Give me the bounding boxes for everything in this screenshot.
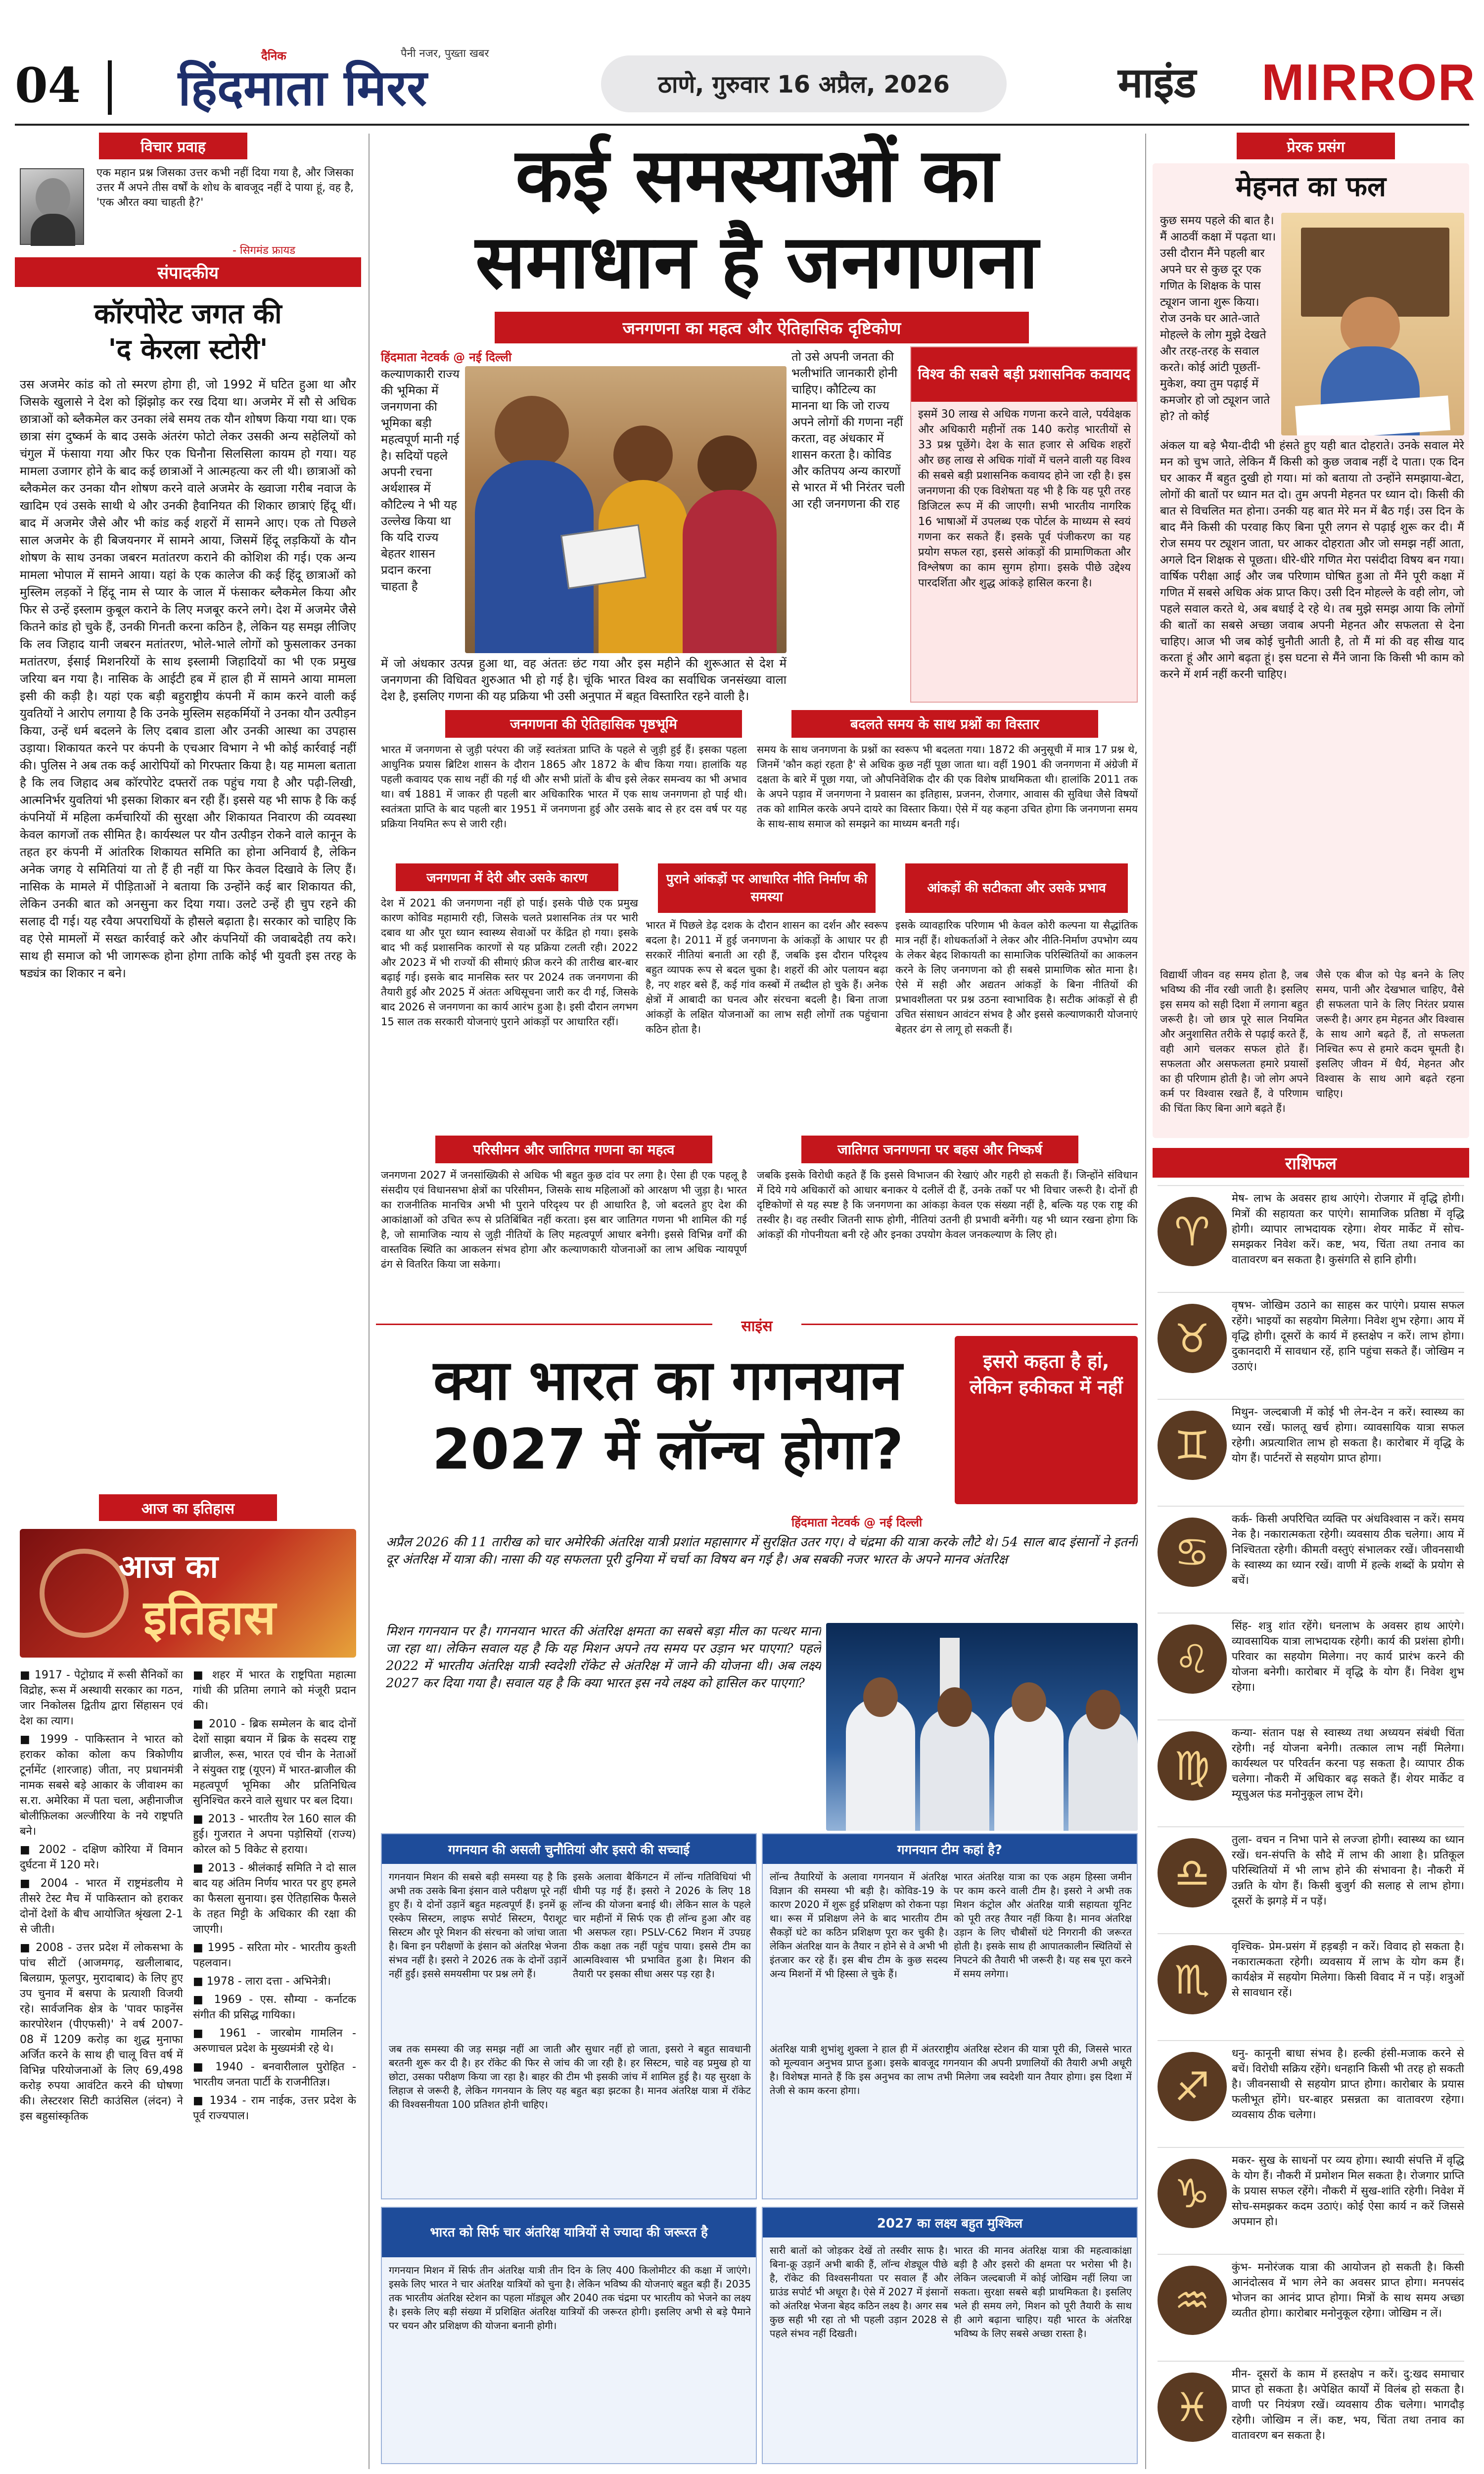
science-callout-text: इसरो कहता है हां, लेकिन हकीकत में नहीं	[970, 1350, 1123, 1398]
science-headline-2: 2027 में लॉन्च होगा?	[432, 1418, 904, 1482]
editorial-body: उस अजमेर कांड को तो स्मरण होगा ही, जो 1992 में घटित हुआ था और जिसके खुलासे ने देश को झिंझोड़ कर रख दिया था। अजमेर में सौ से अधिक छात्राओं को ब्लैकमेल कर उनका लंबे समय तक यौन शोषण किया गया था। एक छात्रा संग दुष्कर्म के बाद उसके अंतरंग फोटो लेकर उसकी अन्य सहेलियों को चंगुल में फंसाया गया और फिर एक घिनौना सिलसिला कायम हो गया। यह मामला उजागर होने के बाद कई छात्राओं ने आत्महत्या कर ली थी। छात्राओं को ब्लैकमेल कर उनका यौन शोषण करने वाले अजमेर के ख्वाजा गरीब नवाज के खादिम एवं उसके साथी थे और उनकी हैवानियत की शिकार छात्राएं हिंदू थीं। बाद में अजमेर जैसे और भी कांड कई शहरों में सामने आए। एक तो पिछले साल अजमेर के ही बिजयनगर में सामने आया, जिसमें हिंदू लड़कियों के यौन शोषण के साथ उनका जबरन मतांतरण कराने की कोशिश की गई। एक अन्य मामला भोपाल में सामने आया। यहां के एक कालेज की कई हिंदू छात्राओं को मुस्लिम लड़कों ने हिंदू नाम से प्यार के जाल में फंसाकर ब्लैकमेल किया और फिर से उन्हें इस्लाम कुबूल कराने के लिए मजबूर करने लगे। देश में अजमेर जैसे कितने कांड हो चुके हैं, उनकी गिनती करना कठिन है, लेकिन यह समझ लीजिए कि लव जिहाद यानी जबरन मतांतरण, भोले-भाले लोगों को फुसलाकर उनका मतांतरण, ईसाई मिशनरियों के साथ इस्लामी जिहादियों का भी एक प्रमुख जरिया बन गया है। नासिक के आईटी हब में हाल ही में सामने आया मामला इसी की कड़ी है। यहां एक बड़ी बहुराष्ट्रीय कंपनी में काम करने वाली कई युवतियों ने आरोप लगाया है कि उनके मुस्लिम सहकर्मियों ने उनका यौन उत्पीड़न किया, उन्हें धर्म बदलने के लिए दबाव डाला और उनकी आस्था का उपहास उड़ाया। शिकायत करने पर कंपनी के एचआर विभाग ने भी कोई कार्रवाई नहीं की। पुलिस ने अब तक कई आरोपियों को गिरफ्तार किया है। यह मामला बताता है कि लव जिहाद अब कॉरपोरेट दफ्तरों तक पहुंच गया है और पढ़ी-लिखी, आत्मनिर्भर युवतियां भी इसका शिकार बन रही हैं। इससे यह भी साफ है कि कई कंपनियों में महिला कर्मचारियों की सुरक्षा और शिकायत निवारण की व्यवस्था केवल कागजों तक सीमित है। कार्यस्थल पर यौन उत्पीड़न रोकने वाले कानून के तहत हर कंपनी में आंतरिक शिकायत समिति का होना अनिवार्य है, लेकिन अनेक जगह ये समितियां या तो हैं ही नहीं या फिर केवल दिखावे के लिए हैं। नासिक के मामले में पीड़िताओं ने बताया कि उन्होंने कई बार शिकायत की, लेकिन उनकी बात को अनसुना कर दिया गया। उलटे उन्हें ही चुप रहने की सलाह दी गई। यह रवैया अपराधियों के हौसले बढ़ाता है। सरकार को चाहिए कि वह ऐसे मामलों में सख्त कार्रवाई करे और कंपनियों की जवाबदेही तय करे। साथ ही समाज को भी जागरूक होना होगा ताकि कोई भी युवती इस तरह के षड्यंत्र का शिकार न बने।	[20, 378, 356, 980]
rashi-row	[1158, 1185, 1464, 1284]
target-2027-col-2: भारत की मानव अंतरिक्ष यात्रा की महत्वाकांक्षा बड़ी है और इसरो की क्षमता पर भरोसा भी है। लेकिन जल्दबाजी में कोई जोखिम नहीं लिया जा सकता। सुरक्षा सबसे बड़ी प्राथमिकता है। इसलिए भले ही समय लगे, मिशन को पूरी तैयारी के साथ ही आगे बढ़ाना चाहिए। यही भारत के अंतरिक्ष भविष्य के लिए सबसे अच्छा रास्ता है।	[954, 2244, 1132, 2339]
rashi-row	[1158, 1933, 1464, 2032]
rashi-row	[1158, 2254, 1464, 2353]
more-astronauts-body: गगनयान मिशन में सिर्फ तीन अंतरिक्ष यात्री तीन दिन के लिए 400 किलोमीटर की कक्षा में जाएंगे। इसके लिए भारत ने चार अंतरिक्ष यात्रियों को चुना है। लेकिन भविष्य की योजनाएं बहुत बड़ी हैं। 2035 तक भारतीय अंतरिक्ष स्टेशन का पहला मॉड्यूल और 2040 तक चंद्रमा पर भारतीय को भेजने का लक्ष्य है। इसके लिए बड़ी संख्या में प्रशिक्षित अंतरिक्ष यात्रियों की जरूरत होगी। इसलिए अभी से बड़े पैमाने पर चयन और प्रशिक्षण की योजना बनानी होगी।	[389, 2264, 751, 2331]
zodiac-icon: ♋	[1158, 1518, 1227, 1587]
freud-portrait	[20, 168, 84, 245]
history-entry: ■ 1969 - एस. सौम्या - कर्नाटक संगीत की प्रसिद्ध गायिका।	[193, 1994, 356, 2021]
main-subhead: जनगणना का महत्व और ऐतिहासिक दृष्टिकोण	[495, 312, 1029, 343]
column-rule-right	[1145, 134, 1146, 2469]
world-box-body: इसमें 30 लाख से अधिक गणना करने वाले, पर्यवेक्षक और अधिकारी महीनों तक 140 करोड़ भारतीयों से 33 प्रश्न पूछेंगे। देश के सात हजार से अधिक शहरों और छह लाख से अधिक गांवों में चलने वाली यह विश्व की सबसे बड़ी प्रशासनिक कवायद होने जा रही है। इस जनगणना की एक विशेषता यह भी है कि यह पूरी तरह डिजिटल रूप में की जाएगी। सभी भारतीय नागरिक 16 भाषाओं में उपलब्ध एक पोर्टल के माध्यम से स्वयं गणना कर सकते हैं। इसके पूर्व पंजीकरण का यह प्रयोग सफल रहा, इससे आंकड़ों की प्रामाणिकता और विश्लेषण का काम सुगम होगा। इसके पीछे उद्देश्य पारदर्शिता और शुद्ध आंकड़े हासिल करना है।	[918, 408, 1131, 589]
team-box	[762, 1833, 1138, 2199]
section-word-hindi: माइंड	[1118, 58, 1197, 107]
team-col-2: भारत अंतरिक्ष यात्रा का एक अहम हिस्सा जमीन पर काम करने वाली टीम है। इसरो ने अभी तक मिशन कंट्रोल और अंतरिक्ष यात्री सहायता यूनिट को पूरी तरह तैयार नहीं किया है। मानव अंतरिक्ष उड़ान के लिए चौबीसों घंटे निगरानी की जरूरत होती है। इसके साथ ही आपातकालीन स्थितियों से निपटने की तैयारी भी जरूरी है। यह सब पूरा करने में समय लगेगा।	[954, 1871, 1132, 1980]
s6-title: परिसीमन और जातिगत गणना का महत्व	[435, 1136, 712, 1163]
history-logo-line1: आज का	[119, 1549, 218, 1585]
zodiac-icon: ♒	[1158, 2266, 1227, 2335]
rashi-text: वृश्चिक- प्रेम-प्रसंग में हड़बड़ी न करें। विवाद हो सकता है। नकारात्मकता रहेगी। व्यवसाय में लाभ के योग कम हैं। कार्यक्षेत्र में सहयोग मिलेगा। किसी विवाद में न पड़ें। शत्रुओं से सावधान रहें।	[1232, 1941, 1464, 1999]
zodiac-icon: ♈	[1158, 1197, 1227, 1266]
zodiac-icon: ♓	[1158, 2373, 1227, 2442]
rashi-row	[1158, 1719, 1464, 1818]
s4-body: भारत में पिछले डेढ़ दशक के दौरान शासन का दर्शन और स्वरूप बदला है। 2011 में हुई जनगणना के आंकड़ों के आधार पर ही सरकारें नीतियां बनाती आ रही हैं, जबकि इस दौरान परिदृश्य बहुत व्यापक रूप से बदल चुका है। शहरों की ओर पलायन बढ़ा है, नए शहर बसे हैं, कई गांव कस्बों में तब्दील हो चुके हैं। अनेक क्षेत्रों में आबादी का घनत्व और संरचना बदली है। बिना ताजा आंकड़ों के लक्षित योजनाओं का लाभ सही लोगों तक पहुंचाना कठिन होता है।	[646, 919, 888, 1035]
prerak-title: मेहनत का फल	[1236, 171, 1386, 203]
prerak-body: अंकल या बड़े भैया-दीदी भी हंसते हुए यही बात दोहराते। उनके सवाल मेरे मन को चुभ जाते, लेकिन मैं किसी को कुछ जवाब नहीं दे पाता। एक दिन घर आकर मैं बहुत दुखी हो गया। मां को बताया तो उन्होंने समझाया-बेटा, लोगों की बातों पर ध्यान मत दो। तुम अपनी मेहनत पर ध्यान दो। किसी की बात से विचलित मत होना। उनकी यह बात मेरे मन में बैठ गई। उस दिन के बाद मैंने किसी की परवाह किए बिना पूरी लगन से पढ़ाई शुरू कर दी। मैं रोज समय पर ट्यूशन जाता, घर आकर दोहराता और जो समझ नहीं आता, अगले दिन शिक्षक से पूछता। धीरे-धीरे गणित मेरा पसंदीदा विषय बन गया। वार्षिक परीक्षा आई और जब परिणाम घोषित हुआ तो मैंने पूरी कक्षा में गणित में सबसे अधिक अंक प्राप्त किए। उसी दिन मोहल्ले के वही लोग, जो पहले सवाल करते थे, अब बधाई दे रहे थे। तब मुझे समझ आया कि लोगों की बातों का सबसे अच्छा जवाब अपनी मेहनत और सफलता से देना चाहिए। आज भी जब कोई चुनौती आती है, तो मैं मां की वह सीख याद करता हूं और आगे बढ़ता हूं। इस घटना से मैंने जाना कि किसी भी काम को करने में शर्म नहीं करनी चाहिए।	[1160, 439, 1464, 681]
rashi-text: तुला- वचन न निभा पाने से लज्जा होगी। स्वास्थ्य का ध्यान रखें। धन-संपत्ति के सौदे में लाभ की आशा है। प्रतिकूल परिस्थितियों में भी लाभ होने की संभावना है। नौकरी में उन्नति के योग हैं। किसी बुजुर्ग की सलाह से लाभ होगा। दूसरों के झगड़े में न पड़ें।	[1232, 1834, 1464, 1907]
zodiac-icon: ♌	[1158, 1624, 1227, 1694]
history-entry: ■ 1978 - लारा दत्ता - अभिनेत्री।	[193, 1975, 331, 1988]
world-largest-box	[910, 346, 1138, 703]
s2-body: समय के साथ जनगणना के प्रश्नों का स्वरूप भी बदलता गया। 1872 की अनुसूची में मात्र 17 प्रश्न थे, जिनमें 'कौन कहां रहता है' से अधिक कुछ नहीं पूछा जाता था। वहीं 1901 की जनगणना में अंग्रेजी में दक्षता के बारे में पूछा गया, जो औपनिवेशिक दौर की एक विशेष प्राथमिकता थी। हालांकि 2011 तक के अपने पड़ाव में जनगणना ने प्रवासन का इतिहास, प्रजनन, रोजगार, आवास की सुविधा जैसे विषयों तक को शामिल करके अपने दायरे का विस्तार किया। ऐसे में यह कहना उचित होगा कि जनगणना समय के साथ-साथ समाज को समझने का माध्यम बनती गई।	[757, 744, 1138, 830]
challenges-box	[381, 1833, 757, 2199]
editorial-label: संपादकीय	[15, 257, 361, 287]
rashi-text: कुंभ- मनोरंजक यात्रा की आयोजन हो सकती है। किसी आनंदोत्सव में भाग लेने का अवसर प्राप्त होगा। मनपसंद भोजन का आनंद प्राप्त होगा। मित्रों के साथ समय अच्छा व्यतीत होगा। कारोबार मनोनुकूल रहेगा। जोखिम न लें।	[1232, 2261, 1464, 2320]
rashi-row	[1158, 1613, 1464, 1712]
challenges-col-1: गगनयान मिशन की सबसे बड़ी समस्या यह है कि अभी तक उसके बिना इंसान वाले परीक्षण पूरे नहीं हुए हैं। ये दोनों उड़ानें बहुत महत्वपूर्ण हैं। इनमें क्रू एस्केप सिस्टम, लाइफ सपोर्ट सिस्टम, पैराशूट सिस्टम और पूरे मिशन की संरचना को जांचा जाता है। बिना इन परीक्षणों के इंसान को अंतरिक्ष भेजना संभव नहीं है। इसरो ने 2026 तक के दोनों उड़ानें नहीं हुईं। इससे समयसीमा पर प्रश्न लगे हैं।	[389, 1871, 567, 1980]
prerak-label: प्रेरक प्रसंग	[1237, 133, 1395, 159]
history-entry: ■ 2004 - भारत में राष्ट्रमंडलीय मे तीसरे टेस्ट मैच में पाकिस्तान को हराकर दोनों देशों के बीच आयोजित श्रृंखला 2-1 से जीती।	[20, 1877, 183, 1936]
zodiac-icon: ♐	[1158, 2052, 1227, 2121]
s3-title: जनगणना में देरी और उसके कारण	[396, 863, 618, 891]
history-col-2	[193, 1667, 356, 2449]
rashi-text: सिंह- शत्रु शांत रहेंगे। धनलाभ के अवसर हाथ आएंगे। व्यावसायिक यात्रा लाभदायक रहेगी। कार्य की प्रशंसा होगी। परिवार का सहयोग मिलेगा। नए कार्य प्रारंभ करने की योजना बनेगी। कारोबार में वृद्धि के योग हैं। निवेश शुभ रहेगा।	[1232, 1620, 1464, 1694]
rashi-row	[1158, 1399, 1464, 1498]
paper-prefix: दैनिक	[261, 49, 286, 63]
zodiac-icon: ♑	[1158, 2159, 1227, 2228]
rashi-text: मीन- दूसरों के काम में हस्तक्षेप न करें। दु:खद समाचार प्राप्त हो सकता है। अपेक्षित कार्यों में विलंब हो सकता है। वाणी पर नियंत्रण रखें। व्यवसाय ठीक चलेगा। भागदौड़ रहेगी। जोखिम न लें। कष्ट, भय, चिंता तथा तनाव का वातावरण बन सकता है।	[1232, 2368, 1464, 2442]
science-intro-left: मिशन गगनयान पर है। गगनयान भारत की अंतरिक्ष क्षमता का सबसे बड़ा मील का पत्थर माना जा रहा था। लेकिन सवाल यह है कि यह मिशन अपने तय समय पर उड़ान भर पाएगा? पहले 2022 में भारतीय अंतरिक्ष यात्री स्वदेशी रॉकेट से अंतरिक्ष में जाने की योजना थी। अब लक्ष्य 2027 कर दिया गया है। सवाल यह है कि क्या भारत इस नये लक्ष्य को हासिल कर पाएगा?	[386, 1624, 821, 1691]
main-lede-left: कल्याणकारी राज्य की भूमिका में जनगणना की भूमिका बड़ी महत्वपूर्ण मानी गई है। सदियों पहले अपनी रचना अर्थशास्त्र में कौटिल्य ने भी यह उल्लेख किया था कि यदि राज्य बेहतर शासन प्रदान करना चाहता है	[381, 367, 460, 593]
rashi-text: वृषभ- जोखिम उठाने का साहस कर पाएंगे। प्रयास सफल रहेंगे। भाइयों का सहयोग मिलेगा। निवेश शुभ रहेगा। आय में वृद्धि होगी। दूसरों के कार्य में हस्तक्षेप न करें। लाभ होगा। दुकानदारी में सावधान रहें, हानि पहुंचा सकते हैं। जोखिम न उठाएं।	[1232, 1299, 1464, 1373]
census-photo	[465, 366, 787, 653]
more-astronauts-box	[381, 2207, 757, 2464]
rashi-row	[1158, 1826, 1464, 1925]
s2-title: बदलते समय के साथ प्रश्नों का विस्तार	[791, 710, 1098, 738]
team-bottom: अंतरिक्ष यात्री शुभांशु शुक्ला ने हाल ही में अंतरराष्ट्रीय अंतरिक्ष स्टेशन की यात्रा पूरी की, जिससे भारत को मूल्यवान अनुभव प्राप्त हुआ। इसके बावजूद गगनयान की अपनी प्रणालियों की तैयारी अभी अधूरी है। विशेषज्ञ मानते हैं कि इस अनुभव का लाभ तभी मिलेगा जब स्वदेशी यान तैयार होगा। इस दिशा में तेजी से काम करना होगा।	[770, 2043, 1132, 2096]
science-intro-top: अप्रैल 2026 की 11 तारीख को चार अमेरिकी अंतरिक्ष यात्री प्रशांत महासागर में सुरक्षित उतर गए। वे चंद्रमा की यात्रा करके लौटे थे। 54 साल बाद इंसानों ने इतनी दूर अंतरिक्ष में यात्रा की। नासा की यह सफलता पूरी दुनिया में चर्चा का विषय बन गई है। अब सबकी नजर भारत के अपने मानव अंतरिक्ष	[386, 1535, 1138, 1567]
s5-body: इसके व्यावहारिक परिणाम भी केवल कोरी कल्पना या सैद्धांतिक मात्र नहीं हैं। शोधकर्ताओं ने लेकर और नीति-निर्माण उपभोग व्यय के लेकर बेहद शिकायती का सामाजिक परिस्थितियों का आकलन करने के लिए जनगणना को ही सबसे प्रामाणिक स्रोत माना है। ऐसे में सही और अद्यतन आंकड़ों के बिना नीतियों की प्रभावशीलता पर प्रश्न उठना स्वाभाविक है। सटीक आंकड़ों से ही उचित संसाधन आवंटन संभव है और इससे कल्याणकारी योजनाएं बेहतर ढंग से लागू हो सकती हैं।	[895, 919, 1138, 1035]
s1-body: भारत में जनगणना से जुड़ी परंपरा की जड़ें स्वतंत्रता प्राप्ति के पहले से जुड़ी हुई हैं। इसका पहला आधुनिक प्रयास ब्रिटिश शासन के दौरान 1865 और 1872 के बीच किया गया। हालांकि यह पहली कवायद एक साथ नहीं की गई थी और सभी प्रांतों के बीच इसे लेकर समन्वय का भी अभाव था। वर्ष 1881 में जाकर ही पहली बार अधिकारिक भारत में एक साथ जनगणना हो पाई थी। स्वतंत्रता प्राप्ति के बाद पहली बार 1951 में जनगणना हुई और उसके बाद से हर दस वर्ष पर यह प्रक्रिया नियमित रूप से जारी रही।	[381, 744, 747, 830]
team-col-1: लॉन्च तैयारियों के अलावा गगनयान में अंतरिक्ष विज्ञान की समस्या भी बड़ी है। कोविड-19 के कारण 2020 में शुरू हुई प्रशिक्षण को रोकना पड़ा था। रूस में प्रशिक्षण लेने के बाद भारतीय टीम सैकड़ों घंटे का कठिन प्रशिक्षण पूरा कर चुकी है। लेकिन अंतरिक्ष यान के तैयार न होने से वे अभी भी इंतजार कर रहे हैं। इस बीच टीम के कुछ सदस्य अन्य मिशनों में भी हिस्सा ले चुके हैं।	[770, 1871, 948, 1980]
main-headline-2: समाधान है जनगणना	[475, 219, 1038, 305]
more-astronauts-title: भारत को सिर्फ चार अंतरिक्ष यात्रियों से ज्यादा की जरूरत है	[382, 2208, 756, 2257]
s5-title: आंकड़ों की सटीकता और उसके प्रभाव	[905, 863, 1128, 913]
target-2027-title: 2027 का लक्ष्य बहुत मुश्किल	[763, 2208, 1137, 2237]
history-entry: ■ 2002 - दक्षिण कोरिया में विमान दुर्घटना में 120 मरे।	[20, 1844, 183, 1871]
s3-body: देश में 2021 की जनगणना नहीं हो पाई। इसके पीछे एक प्रमुख कारण कोविड महामारी रही, जिसके चलते प्रशासनिक तंत्र पर भारी दबाव था और पूरा ध्यान स्वास्थ्य सेवाओं पर केंद्रित हो गया। इसके बाद भी कई प्रशासनिक कारणों से यह प्रक्रिया टलती रही। 2022 और 2023 में भी राज्यों की सीमाएं फ्रीज करने की तारीख बार-बार बढ़ाई गई। इसके बाद मानसिक स्तर पर 2024 तक जनगणना की तैयारी हुई और 2025 में अंततः अधिसूचना जारी कर दी गई, जिसके बाद 2026 से जनगणना का कार्य आरंभ हुआ है। इसी दौरान लगभग 15 साल तक सरकारी योजनाएं पुराने आंकड़ों पर आधारित रहीं।	[381, 897, 638, 1028]
rashi-text: मिथुन- जल्दबाजी में कोई भी लेन-देन न करें। स्वास्थ्य का ध्यान रखें। फालतू खर्च होगा। व्यावसायिक यात्रा सफल रहेगी। अप्रत्याशित लाभ हो सकता है। कारोबार में वृद्धि के योग हैं। पार्टनरों से सहयोग प्राप्त होगा।	[1232, 1406, 1464, 1465]
editorial-headline-2: 'द केरला स्टोरी'	[108, 333, 268, 366]
rashifal-label: राशिफल	[1153, 1148, 1469, 1178]
astronaut-photo	[826, 1623, 1138, 1831]
history-entry: ■ 1940 - बनवारीलाल पुरोहित - भारतीय जनता पार्टी के राजनीतिज्ञ।	[193, 2061, 356, 2089]
rashi-text: मकर- सुख के साधनों पर व्यय होगा। स्थायी संपत्ति में वृद्धि के योग हैं। नौकरी में प्रमोशन मिल सकता है। रोजगार प्राप्ति के प्रयास सफल रहेंगे। नौकरी में सुख-शांति रहेगी। निवेश में सोच-समझकर कदम उठाएं। कोई ऐसा कार्य न करें जिससे अपमान हो।	[1232, 2154, 1464, 2228]
vichar-label: विचार प्रवाह	[99, 133, 247, 159]
zodiac-icon: ♎	[1158, 1838, 1227, 1907]
rashi-row	[1158, 2147, 1464, 2246]
main-lede-bottom: में जो अंधकार उत्पन्न हुआ था, वह अंततः छंट गया और इस महीने की शुरूआत से देश में जनगणना की विधिवत शुरुआत भी हो गई है। चूंकि भारत विश्व का सर्वाधिक जनसंख्या वाला देश है, इसलिए गणना की यह प्रक्रिया भी उसी अनुपात में बहुत विस्तारित रहने वाली है।	[381, 657, 787, 703]
s6-body: जनगणना 2027 में जनसांख्यिकी से अधिक भी बहुत कुछ दांव पर लगा है। ऐसा ही एक पहलू है संसदीय एवं विधानसभा क्षेत्रों का परिसीमन, जिसके साथ महिलाओं को आरक्षण भी जुड़ा है। भारत का राजनीतिक मानचित्र अभी भी पुराने परिदृश्य पर ही आधारित है, जो बदलते हुए देश की आकांक्षाओं को उचित रूप से प्रतिबिंबित नहीं करता। इस बार जातिगत गणना भी शामिल की गई है, जो सामाजिक न्याय से जुड़ी नीतियों के लिए महत्वपूर्ण आधार बनेगी। इससे विभिन्न वर्गों की वास्तविक स्थिति का आकलन संभव होगा और कल्याणकारी योजनाओं का लाभ अधिक न्यायपूर्ण ढंग से वितरित किया जा सकेगा।	[381, 1169, 747, 1270]
team-title: गगनयान टीम कहां है?	[763, 1834, 1137, 1864]
page-number: 04	[15, 57, 81, 113]
header-divider	[108, 60, 112, 115]
date-line: ठाणे, गुरुवार 16 अप्रैल, 2026	[601, 55, 1007, 112]
zodiac-icon: ♏	[1158, 1945, 1227, 2014]
history-entry: ■ 2008 - उत्तर प्रदेश में लोकसभा के पांच सीटों (आजमगढ़, खलीलाबाद, बिलग्राम, फूलपुर, मुरादाबाद) के लिए हुए उप चुनाव में बसपा के प्रत्याशी विजयी रहे। सार्वजनिक क्षेत्र के 'पावर फाइनेंस कारपोरेशन (पीएफसी)' ने वर्ष 2007-08 में 1209 करोड़ का शुद्ध मुनाफा अर्जित करने के साथ ही चालू वित्त वर्ष में विभिन्न परियोजनाओं के लिए 69,498 करोड़ रुपया आवंटित करने की घोषणा की। लेस्टरशर सिटी काउंसिल (लंदन) ने इस बहुसांस्कृतिक	[20, 1942, 183, 2123]
main-byline: हिंदमाता नेटवर्क @ नई दिल्ली	[381, 350, 512, 364]
main-lede-column: तो उसे अपनी जनता की भलीभांति जानकारी होनी चाहिए। कौटिल्य का मानना था कि जो राज्य अपने लोगों की गणना नहीं करता, वह अंधकार में शासन करता है। कोविड और कतिपय अन्य कारणों से भारत में भी निरंतर चली आ रही जनगणना की राह	[791, 350, 905, 511]
target-2027-box	[762, 2207, 1138, 2464]
rashi-text: मेष- लाभ के अवसर हाथ आएंगे। रोजगार में वृद्धि होगी। मित्रों की सहायता कर पाएंगे। सामाजिक प्रतिष्ठा में वृद्धि होगी। व्यापार लाभदायक रहेगा। शेयर मार्केट में सोच-समझकर निवेश करें। कष्ट, भय, चिंता तथा तनाव का वातावरण बन सकता है। कुसंगति से हानि होगी।	[1232, 1192, 1464, 1266]
target-2027-col-1: सारी बातों को जोड़कर देखें तो तस्वीर साफ है। बिना-क्रू उड़ानें अभी बाकी हैं, लॉन्च शेड्यूल पीछे है, रॉकेट की विश्वसनीयता पर सवाल हैं और ग्राउंड सपोर्ट भी अधूरा है। ऐसे में 2027 में इंसानों को अंतरिक्ष भेजना बेहद कठिन लक्ष्य है। अगर सब कुछ सही भी रहा तो भी पहली उड़ान 2028 से पहले संभव नहीं दिखती।	[770, 2244, 948, 2339]
science-label: साइंस	[712, 1314, 801, 1336]
world-box-title: विश्व की सबसे बड़ी प्रशासनिक कवायद	[911, 347, 1137, 402]
history-entry: ■ 2013 - श्रीलंकाई समिति ने दो साल बाद यह अंतिम निर्णय भारत पर हुए हमले का फैसला सुनाया। इस ऐतिहासिक फैसले के तहत मिट्टी के अधिकार की रक्षा की जाएगी।	[193, 1862, 356, 1936]
zodiac-icon: ♉	[1158, 1304, 1227, 1373]
history-logo-line2: इतिहास	[143, 1590, 276, 1645]
s1-title: जनगणना की ऐतिहासिक पृष्ठभूमि	[445, 710, 742, 738]
history-entry: ■ 2013 - भारतीय रेल 160 साल की हुई। गुजरात ने अपना पड़ोसियों (राज्य) कोरल को 5 विकेट से हराया।	[193, 1813, 356, 1856]
history-entry: ■ 1961 - जारबोम गामलिन - अरुणाचल प्रदेश के मुख्यमंत्री रहे थे।	[193, 2027, 356, 2055]
rashi-row	[1158, 1506, 1464, 1605]
prerak-lead: कुछ समय पहले की बात है। मैं आठवीं कक्षा में पढ़ता था। उसी दौरान मैंने पहली बार अपने घर से कुछ दूर एक गणित के शिक्षक के पास ट्यूशन जाना शुरू किया। रोज उनके घर आते-जाते मोहल्ले के लोग मुझे देखते और तरह-तरह के सवाल करते। कोई आंटी पूछतीं-मुकेश, क्या तुम पढ़ाई में कमजोर हो जो ट्यूशन जाते हो? तो कोई	[1160, 214, 1276, 423]
rashi-row	[1158, 1292, 1464, 1391]
s7-body: जबकि इसके विरोधी कहते हैं कि इससे विभाजन की रेखाएं और गहरी हो सकती हैं। जिन्होंने संविधान में दिये गये अधिकारों को आधार बनाकर ये दलीलें दी हैं, उनके तर्कों पर भी विचार जरूरी है। दोनों ही दृष्टिकोणों से यह स्पष्ट है कि जनगणना का आंकड़ा केवल एक संख्या नहीं है, बल्कि यह एक राष्ट्र की तस्वीर है। वह तस्वीर जितनी साफ होगी, नीतियां उतनी ही प्रभावी बनेंगी। यह भी ध्यान रखना होगा कि आंकड़ों की गोपनीयता बनी रहे और इनका उपयोग केवल जनकल्याण के लिए हो।	[757, 1169, 1138, 1240]
main-headline-1: कई समस्याओं का	[515, 133, 998, 219]
s7-title: जातिगत जनगणना पर बहस और निष्कर्ष	[801, 1136, 1078, 1163]
history-logo	[20, 1529, 356, 1658]
history-entry: ■ 2010 - ब्रिक सम्मेलन के बाद दोनों देशों साझा बयान में ब्रिक के सदस्य राष्ट्र ब्राजील, रूस, भारत एवं चीन के नेताओं ने संयुक्त राष्ट्र (यूएन) में भारत-ब्राजील की महत्वपूर्ण भूमिका और प्रतिनिधित्व सुनिश्चित करने वाले सुधार पर बल दिया।	[193, 1718, 356, 1807]
rashi-text: धनु- कानूनी बाधा संभव है। हल्की हंसी-मजाक करने से बचें। विरोधी सक्रिय रहेंगे। धनहानि किसी भी तरह हो सकती है। जीवनसाथी से सहयोग प्राप्त होगा। कारोबार के प्रयास फलीभूत होंगे। घर-बाहर प्रसन्नता का वातावरण रहेगा। व्यवसाय ठीक चलेगा।	[1232, 2047, 1464, 2121]
paper-name: हिंदमाता मिरर	[178, 59, 427, 117]
prerak-col-2: जैसे एक बीज को पेड़ बनने के लिए समय, पानी और देखभाल चाहिए, वैसे ही सफलता पाने के लिए निरंतर प्रयास जरूरी है। अगर हम मेहनत और विश्वास के साथ आगे बढ़ते हैं, तो सफलता निश्चित रूप से हमारे कदम चूमती है। इसलिए जीवन में धैर्य, मेहनत और विश्वास के साथ आगे बढ़ते रहना चाहिए।	[1316, 969, 1464, 1099]
history-entry: ■ 1917 - पेट्रोग्राद में रूसी सैनिकों का विद्रोह, रूस में अस्थायी सरकार का गठन, जार निकोलस द्वितीय द्वारा सिंहासन एवं देश का त्याग।	[20, 1669, 183, 1727]
header-rule	[15, 124, 1469, 126]
science-headline-1: क्या भारत का गगनयान	[433, 1348, 902, 1413]
challenges-title: गगनयान की असली चुनौतियां और इसरो की सच्चाई	[382, 1834, 756, 1864]
history-label: आज का इतिहास	[99, 1494, 277, 1521]
science-byline: हिंदमाता नेटवर्क @ नई दिल्ली	[791, 1516, 923, 1529]
prerak-col-1: विद्यार्थी जीवन वह समय होता है, जब भविष्य की नींव रखी जाती है। इसलिए इस समय को सही दिशा में लगाना बहुत जरूरी है। जो छात्र पूरे साल नियमित और अनुशासित तरीके से पढ़ाई करते हैं, वही आगे चलकर सफल होते हैं। सफलता और असफलता हमारे प्रयासों का ही परिणाम होती है। जो लोग अपने कर्म पर विश्वास रखते हैं, वे परिणाम की चिंता किए बिना आगे बढ़ते हैं।	[1160, 969, 1308, 1114]
history-entry: ■ शहर में भारत के राष्ट्रपिता महात्मा गांधी की प्रतिमा लगाने को मंजूरी प्रदान की।	[193, 1669, 356, 1712]
challenges-bottom: जब तक समस्या की जड़ समझ नहीं आ जाती और सुधार नहीं हो जाता, इसरो ने बहुत सावधानी बरतनी शुरू कर दी है। हर रॉकेट की फिर से जांच की जा रही है। हर सिस्टम, चाहे वह प्रमुख हो या छोटा, उसका परीक्षण किया जा रहा है। बाहर की टीम भी इसकी जांच में शामिल हुई है। यह सुरक्षा के लिहाज से जरूरी है, लेकिन गगनयान के लिए यह बहुत बड़ा झटका है। मानव अंतरिक्ष यात्रा में रॉकेट की विश्वसनीयता 100 प्रतिशत होनी चाहिए।	[389, 2043, 751, 2110]
rashi-text: कन्या- संतान पक्ष से स्वास्थ्य तथा अध्ययन संबंधी चिंता रहेगी। नई योजना बनेगी। तत्काल लाभ नहीं मिलेगा। कार्यस्थल पर परिवर्तन करना पड़ सकता है। व्यापार ठीक चलेगा। नौकरी में अधिकार बढ़ सकते हैं। शेयर मार्केट व म्यूचुअल फंड मनोनुकूल लाभ देंगे।	[1232, 1727, 1464, 1801]
s4-title: पुराने आंकड़ों पर आधारित नीति निर्माण की समस्या	[658, 863, 876, 913]
rashi-row	[1158, 2361, 1464, 2460]
vichar-author: - सिगमंड फ्रायड	[232, 244, 295, 257]
history-entry: ■ 1995 - सरिता मोर - भारतीय कुश्ती पहलवान।	[193, 1942, 356, 1969]
rashi-text: कर्क- किसी अपरिचित व्यक्ति पर अंधविश्वास न करें। समय नेक है। नकारात्मकता रहेगी। व्यवसाय ठीक चलेगा। आय में निश्चितता रहेगी। कीमती वस्तुएं संभालकर रखें। जीवनसाथी के स्वास्थ्य का ध्यान रखें। वाणी में हल्के शब्दों के प्रयोग से बचें।	[1232, 1513, 1464, 1587]
history-col-1	[20, 1667, 183, 2449]
vichar-quote: एक महान प्रश्न जिसका उत्तर कभी नहीं दिया गया है, और जिसका उत्तर मैं अपने तीस वर्षों के शोध के बावजूद नहीं दे पाया हूं, वह है, 'एक औरत क्या चाहती है?'	[96, 167, 354, 209]
history-entry: ■ 1934 - राम नाईक, उत्तर प्रदेश के पूर्व राज्यपाल।	[193, 2094, 356, 2122]
zodiac-icon: ♊	[1158, 1411, 1227, 1480]
rashi-row	[1158, 2040, 1464, 2139]
zodiac-icon: ♍	[1158, 1731, 1227, 1801]
science-callout	[955, 1336, 1138, 1504]
history-entry: ■ 1999 - पाकिस्तान ने भारत को हराकर कोका कोला कप त्रिकोणीय टूर्नामेंट (शारजाह) जीता, नए प्रधानमंत्री नामक सबसे बड़े आकार के जीवाश्म का स.रा. अमेरिका में पता चला, अहीनाजीज बोलीफ़िलका अल्जीरिया के नये राष्ट्रपति बने।	[20, 1733, 183, 1838]
challenges-col-2: इसके अलावा बैकिंगटन में लॉन्च गतिविधियां भी धीमी पड़ गई हैं। इसरो ने 2026 के लिए 18 लॉन्च की योजना बनाई थी। लेकिन साल के पहले चार महीनों में सिर्फ एक ही लॉन्च हुआ और वह भी असफल रहा। PSLV-C62 मिशन में उपग्रह ठीक कक्षा तक नहीं पहुंच पाया। इससे टीम का आत्मविश्वास भी प्रभावित हुआ है। मिशन की तैयारी पर इसका सीधा असर पड़ रहा है।	[573, 1871, 751, 1980]
editorial-headline-1: कॉरपोरेट जगत की	[94, 298, 282, 330]
student-photo	[1281, 213, 1464, 435]
section-word-mirror: MIRROR	[1261, 54, 1476, 111]
column-rule-left	[369, 134, 370, 2469]
tagline: पैनी नजर, पुख्ता खबर	[401, 48, 489, 60]
